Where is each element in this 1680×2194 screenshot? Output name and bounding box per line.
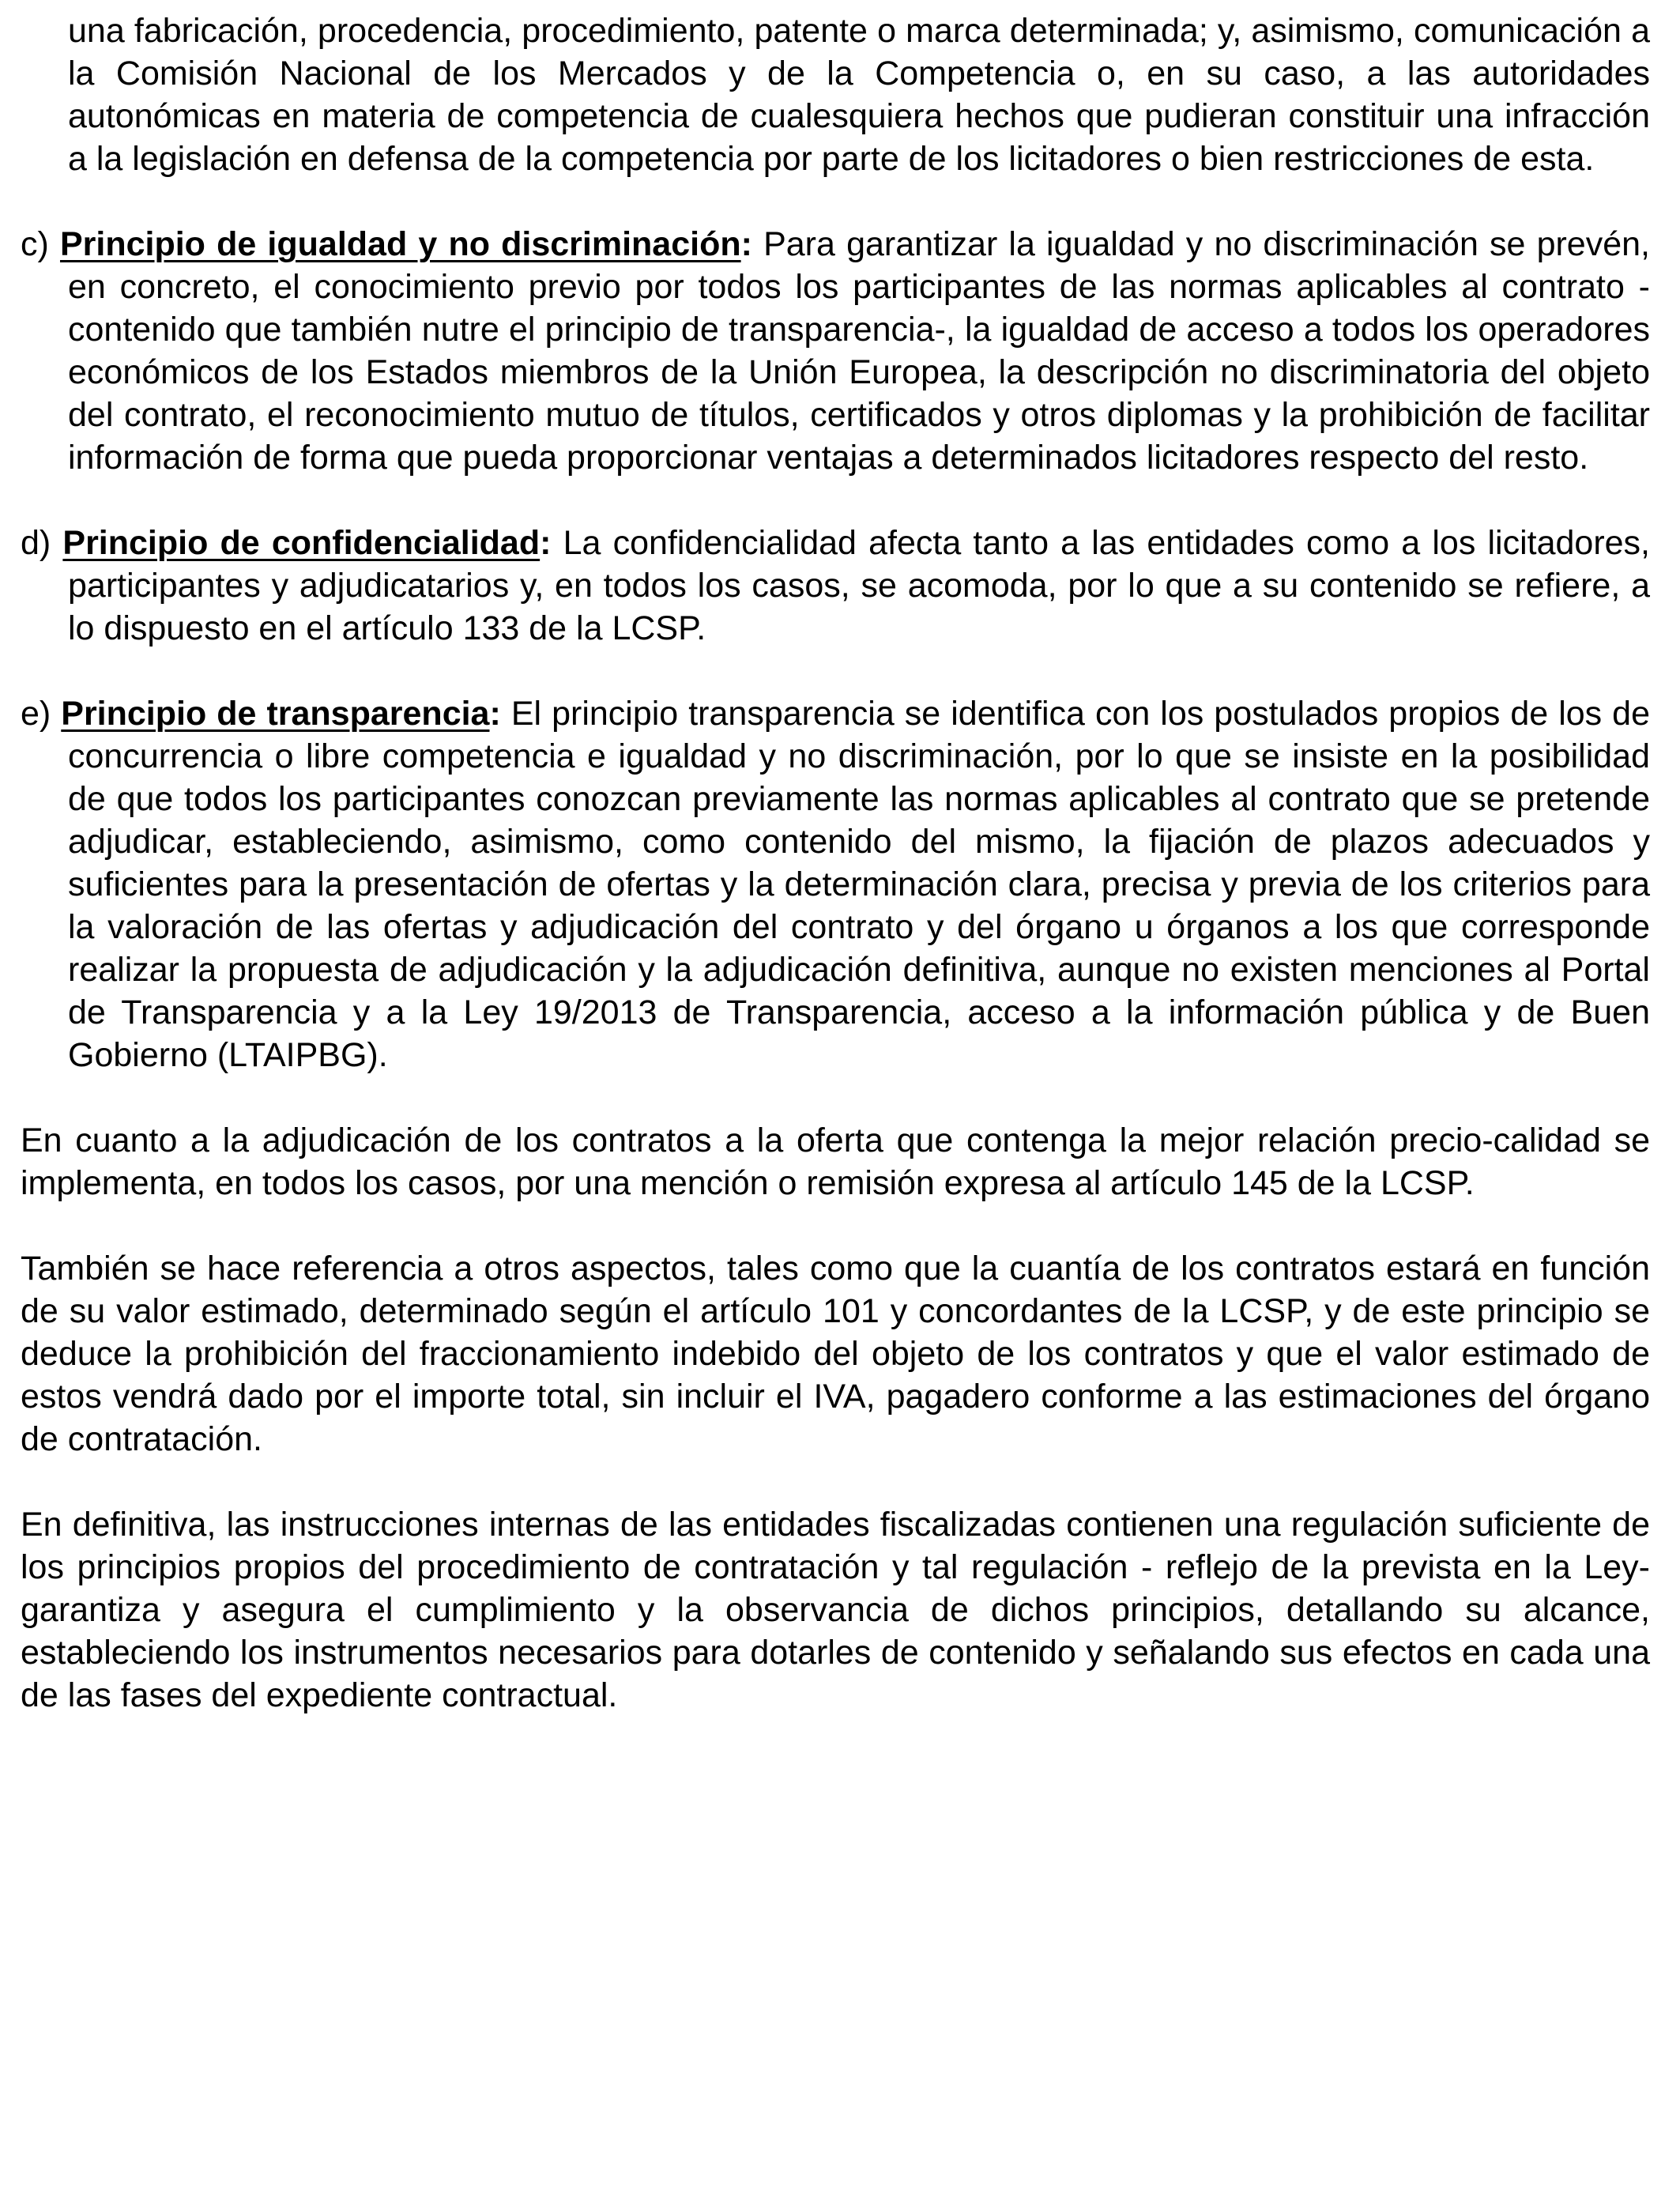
principle-igualdad	[21, 223, 1650, 479]
principle-text: Para garantizar la igualdad y no discriminación se prevén, en concreto, el conocimiento previo por todos los participantes de las normas aplicables al contrato -contenido que también nutre el principio de transparencia-, la igualdad de acceso a todos los operadores económicos de los Estados miembros de la Unión Europea, la descripción no discriminatoria del objeto del contrato, el reconocimiento mutuo de títulos, certificados y otros diplomas y la prohibición de facilitar información de forma que pueda proporcionar ventajas a determinados licitadores respecto del resto.	[68, 225, 1650, 477]
list-marker: d)	[21, 524, 63, 562]
heading-colon: :	[489, 695, 501, 733]
principle-text: La confidencialidad afecta tanto a las entidades como a los licitadores, participantes y adjudicatarios y, en todos los casos, se acomoda, por lo que a su contenido se refiere, a lo dispuesto en el artículo 133 de la LCSP.	[68, 524, 1651, 647]
principle-transparencia	[21, 692, 1650, 1076]
document-page	[21, 9, 1650, 1717]
principle-heading: Principio de confidencialidad	[62, 524, 541, 562]
principle-confidencialidad	[21, 522, 1650, 650]
list-marker: e)	[21, 695, 62, 733]
heading-colon: :	[740, 225, 752, 263]
body-paragraph-otros-aspectos: También se hace referencia a otros aspectos, tales como que la cuantía de los contratos estará en función de su valor estimado, determinado según el artículo 101 y concordantes de la LCSP, y de este principio se deduce la prohibición del fraccionamiento indebido del objeto de los contratos y que el valor estimado de estos vendrá dado por el importe total, sin incluir el IVA, pagadero conforme a las estimaciones del órgano de contratación.	[21, 1250, 1650, 1458]
principle-text: El principio transparencia se identifica con los postulados propios de los de concurrencia o libre competencia e igualdad y no discriminación, por lo que se insiste en la posibilidad de que todos los participantes conozcan previamente las normas aplicables al contrato que se pretende adjudicar, estableciendo, asimismo, como contenido del mismo, la fijación de plazos adecuados y suficientes para la presentación de ofertas y la determinación clara, precisa y previa de los criterios para la valoración de las ofertas y adjudicación del contrato y del órgano u órganos a los que corresponde realizar la propuesta de adjudicación y la adjudicación definitiva, aunque no existen menciones al Portal de Transparencia y a la Ley 19/2013 de Transparencia, acceso a la información pública y de Buen Gobierno (LTAIPBG).	[68, 695, 1651, 1074]
intro-continuation-paragraph: una fabricación, procedencia, procedimiento, patente o marca determinada; y, asimismo, comunicación a la Comisión Nacional de los Mercados y de la Competencia o, en su caso, a las autoridades autonómicas en materia de competencia de cualesquiera hechos que pudieran constituir una infracción a la legislación en defensa de la competencia por parte de los licitadores o bien restricciones de esta.	[68, 12, 1650, 178]
body-paragraph-conclusion: En definitiva, las instrucciones internas de las entidades fiscalizadas contienen una regulación suficiente de los principios propios del procedimiento de contratación y tal regulación - reflejo de la prevista en la Ley- garantiza y asegura el cumplimiento y la observancia de dichos principios, detallando su alcance, estableciendo los instrumentos necesarios para dotarles de contenido y señalando sus efectos en cada una de las fases del expediente contractual.	[21, 1506, 1650, 1714]
body-paragraph-adjudicacion: En cuanto a la adjudicación de los contratos a la oferta que contenga la mejor relación precio-calidad se implementa, en todos los casos, por una mención o remisión expresa al artículo 145 de la LCSP.	[21, 1122, 1650, 1202]
principle-heading: Principio de transparencia	[61, 695, 490, 733]
principle-heading: Principio de igualdad y no discriminación	[59, 225, 741, 263]
list-marker: c)	[21, 225, 60, 263]
heading-colon: :	[540, 524, 552, 562]
